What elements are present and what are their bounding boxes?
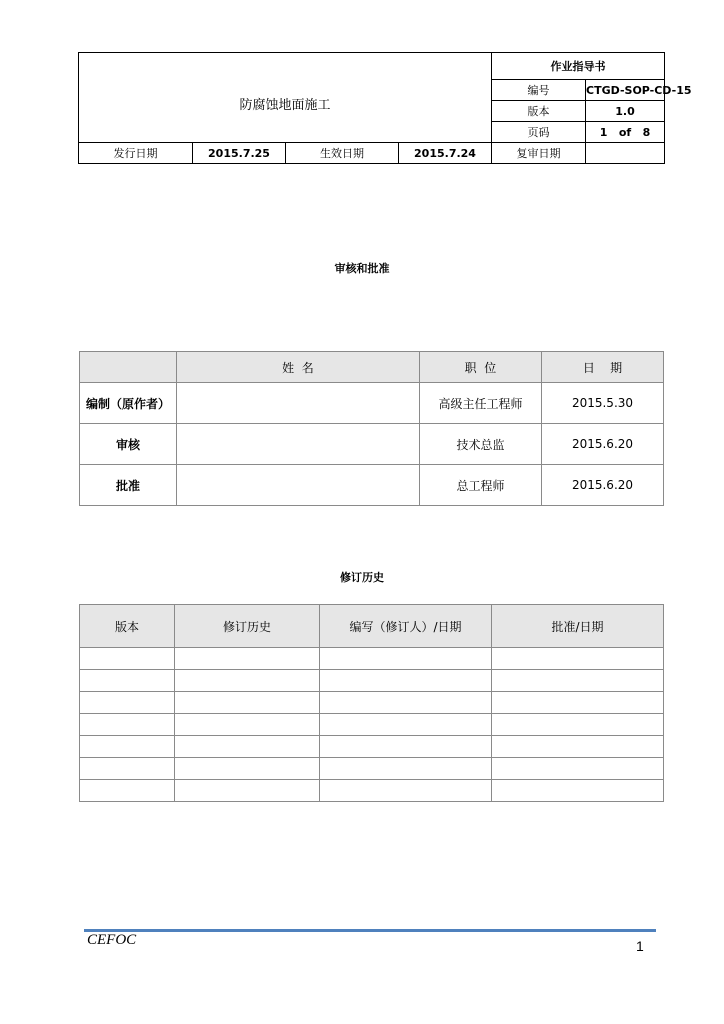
approval-role: 编制（原作者） bbox=[80, 383, 177, 424]
doc-type-label: 作业指导书 bbox=[492, 53, 665, 80]
effective-date-value: 2015.7.24 bbox=[399, 143, 492, 164]
revision-cell bbox=[320, 648, 492, 670]
revision-cell bbox=[320, 780, 492, 802]
revision-cell bbox=[492, 758, 664, 780]
effective-date-label: 生效日期 bbox=[286, 143, 399, 164]
revision-cell bbox=[320, 692, 492, 714]
revision-cell bbox=[320, 670, 492, 692]
approval-role: 批准 bbox=[80, 465, 177, 506]
revision-cell bbox=[175, 736, 320, 758]
approval-section-title: 审核和批准 bbox=[334, 262, 390, 275]
revision-cell bbox=[492, 692, 664, 714]
revision-cell bbox=[320, 714, 492, 736]
approval-role: 审核 bbox=[80, 424, 177, 465]
revision-cell bbox=[492, 736, 664, 758]
revision-row bbox=[80, 692, 664, 714]
revision-row bbox=[80, 780, 664, 802]
issue-date-label: 发行日期 bbox=[79, 143, 193, 164]
document-title: 防腐蚀地面施工 bbox=[79, 53, 492, 143]
revision-col-approval-date: 批准/日期 bbox=[492, 605, 664, 648]
footer-page-number: 1 bbox=[636, 938, 644, 954]
review-date-label: 复审日期 bbox=[492, 143, 586, 164]
approval-name bbox=[177, 383, 420, 424]
revision-cell bbox=[80, 670, 175, 692]
revision-cell bbox=[492, 714, 664, 736]
approval-table bbox=[79, 351, 664, 506]
approval-date: 2015.6.20 bbox=[542, 424, 664, 465]
revision-cell bbox=[80, 648, 175, 670]
revision-section-title: 修订历史 bbox=[340, 571, 384, 584]
revision-col-history: 修订历史 bbox=[175, 605, 320, 648]
issue-date-value: 2015.7.25 bbox=[193, 143, 286, 164]
revision-cell bbox=[175, 670, 320, 692]
page-label: 页码 bbox=[492, 122, 586, 143]
revision-cell bbox=[492, 670, 664, 692]
page-value: 1 of 8 bbox=[586, 122, 665, 143]
revision-cell bbox=[492, 648, 664, 670]
revision-row bbox=[80, 714, 664, 736]
approval-position: 总工程师 bbox=[420, 465, 542, 506]
approval-row bbox=[80, 424, 664, 465]
revision-row bbox=[80, 648, 664, 670]
revision-row bbox=[80, 736, 664, 758]
number-value: CTGD-SOP-CD-15 bbox=[586, 80, 665, 101]
approval-header-row bbox=[80, 352, 664, 383]
revision-header-row bbox=[80, 605, 664, 648]
footer-divider bbox=[84, 929, 656, 932]
revision-cell bbox=[80, 714, 175, 736]
footer-brand: CEFOC bbox=[87, 932, 137, 948]
approval-col-position: 职 位 bbox=[420, 352, 542, 383]
approval-col-role bbox=[80, 352, 177, 383]
document-header-table bbox=[78, 52, 692, 164]
revision-cell bbox=[80, 780, 175, 802]
approval-name bbox=[177, 424, 420, 465]
revision-cell bbox=[175, 692, 320, 714]
revision-col-version: 版本 bbox=[80, 605, 175, 648]
approval-row bbox=[80, 383, 664, 424]
approval-position: 技术总监 bbox=[420, 424, 542, 465]
approval-row bbox=[80, 465, 664, 506]
revision-row bbox=[80, 670, 664, 692]
revision-cell bbox=[175, 648, 320, 670]
revision-cell bbox=[175, 780, 320, 802]
approval-date: 2015.5.30 bbox=[542, 383, 664, 424]
approval-name bbox=[177, 465, 420, 506]
revision-col-author-date: 编写（修订人）/日期 bbox=[320, 605, 492, 648]
revision-cell bbox=[80, 692, 175, 714]
version-label: 版本 bbox=[492, 101, 586, 122]
revision-cell bbox=[80, 758, 175, 780]
approval-position: 高级主任工程师 bbox=[420, 383, 542, 424]
version-value: 1.0 bbox=[586, 101, 665, 122]
revision-cell bbox=[80, 736, 175, 758]
revision-cell bbox=[320, 758, 492, 780]
review-date-value bbox=[586, 143, 665, 164]
revision-cell bbox=[175, 758, 320, 780]
revision-row bbox=[80, 758, 664, 780]
revision-cell bbox=[492, 780, 664, 802]
approval-col-date: 日 期 bbox=[542, 352, 664, 383]
revision-cell bbox=[320, 736, 492, 758]
approval-date: 2015.6.20 bbox=[542, 465, 664, 506]
approval-col-name: 姓 名 bbox=[177, 352, 420, 383]
revision-cell bbox=[175, 714, 320, 736]
number-label: 编号 bbox=[492, 80, 586, 101]
revision-history-table bbox=[79, 604, 664, 802]
